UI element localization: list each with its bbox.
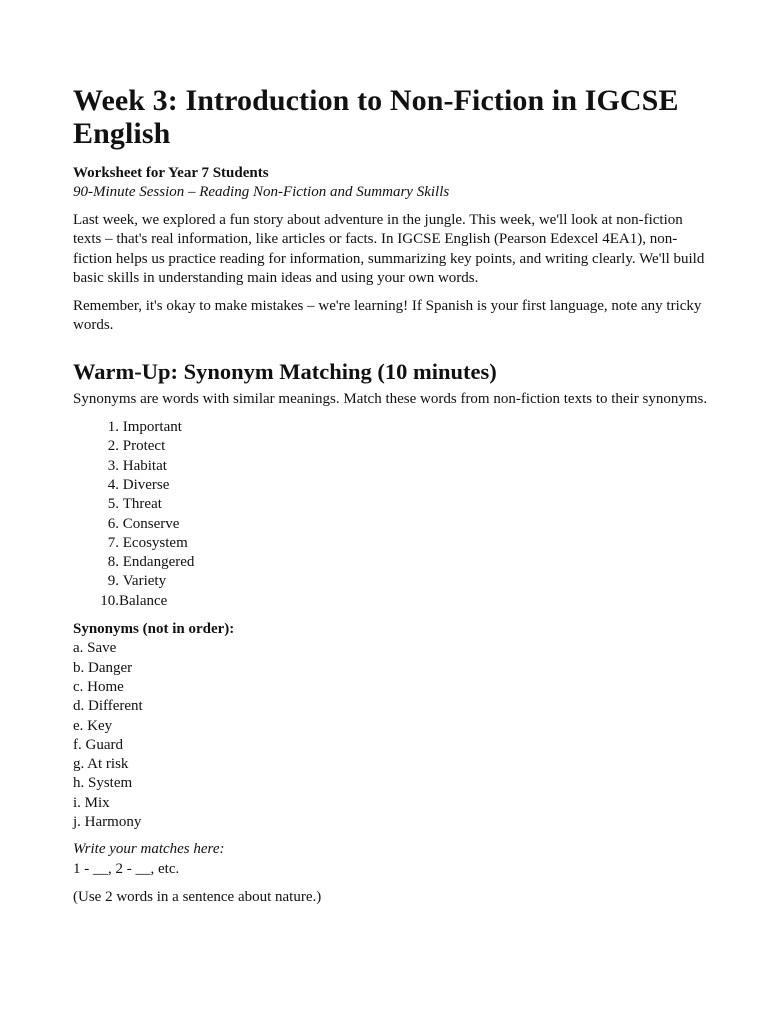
synonym-item: j. Harmony [73,814,142,831]
sentence-note: (Use 2 words in a sentence about nature.) [73,888,322,905]
synonym-item: d. Different [73,698,143,715]
list-item [100,572,708,591]
list-item [100,553,708,572]
list-number: 1. [107,419,119,436]
list-item [100,534,708,553]
list-number: 9. [107,573,119,590]
session-description: 90-Minute Session – Reading Non-Fiction and Summary Skills [73,184,450,200]
word-list [73,418,708,611]
list-number: 4. [107,476,119,493]
list-word: Protect [122,438,166,455]
list-item [100,418,708,437]
list-word: Ecosystem [122,534,188,551]
intro-paragraph-1: Last week, we explored a fun story about adventure in the jungle. This week, we'll look at non-fiction texts – that's real information, like articles or facts. In IGCSE English (Pearson Edexcel 4EA1), non-fiction helps us practice reading for information, summarizing key points, and writing clearly. We'll build basic skills in understanding main ideas and using your own words. [73,212,705,286]
synonym-item: f. Guard [73,736,123,753]
synonym-item: e. Key [73,717,113,734]
list-item [100,515,708,534]
list-item [100,457,708,476]
synonyms-heading: Synonyms (not in order): [73,621,235,638]
list-item [100,495,708,514]
list-word: Threat [122,496,162,513]
worksheet-subtitle: Worksheet for Year 7 Students [73,165,269,181]
synonym-item: c. Home [73,678,124,695]
synonym-item: b. Danger [73,659,133,676]
warmup-heading: Warm-Up: Synonym Matching (10 minutes) [73,358,497,384]
list-item [100,476,708,495]
synonym-item: a. Save [73,640,117,657]
write-matches-heading: Write your matches here: [73,841,225,858]
list-word: Endangered [122,554,195,571]
synonym-item: h. System [73,775,133,792]
list-number: 10. [100,592,119,609]
write-matches-line: 1 - __, 2 - __, etc. [73,860,180,877]
synonym-item: i. Mix [73,794,110,811]
list-word: Balance [119,592,168,609]
list-word: Conserve [122,515,180,532]
list-number: 2. [107,438,119,455]
list-word: Diverse [122,476,170,493]
list-item [100,592,708,611]
list-number: 3. [107,457,119,474]
page-title: Week 3: Introduction to Non-Fiction in IGCSE English [73,84,679,150]
list-number: 8. [107,554,119,571]
list-word: Habitat [122,457,167,474]
list-number: 7. [107,534,119,551]
list-number: 5. [107,496,119,513]
synonym-list [73,639,708,832]
intro-paragraph-2: Remember, it's okay to make mistakes – we're learning! If Spanish is your first language, note any tricky words. [73,298,702,334]
synonym-item: g. At risk [73,756,129,773]
list-number: 6. [107,515,119,532]
list-word: Variety [122,573,167,590]
list-item [100,437,708,456]
list-word: Important [122,419,182,436]
warmup-instructions: Synonyms are words with similar meanings. Match these words from non-fiction texts to their synonyms. [73,390,708,407]
